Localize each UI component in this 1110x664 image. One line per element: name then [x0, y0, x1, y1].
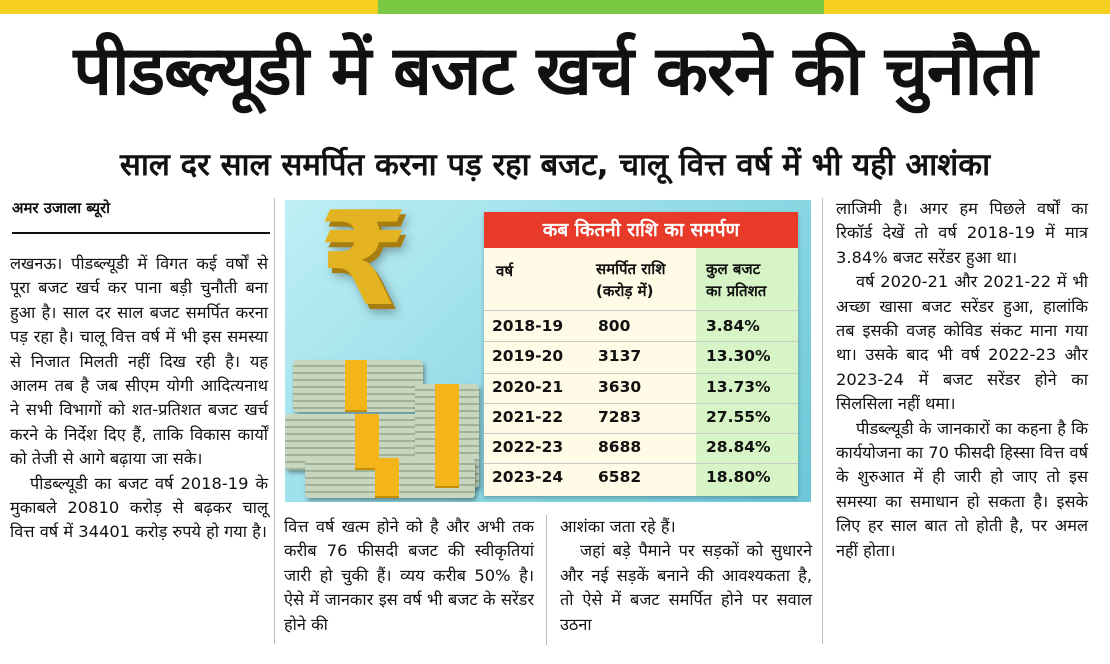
top-bar-yellow-left: [0, 0, 378, 14]
row-year: 2023-24: [492, 468, 564, 486]
table-title: कब कितनी राशि का समर्पण: [484, 212, 798, 248]
row-percent: 3.84%: [706, 317, 760, 335]
cash-band: [375, 458, 399, 498]
paragraph: पीडब्ल्यूडी का बजट वर्ष 2018-19 के मुकाबले 20810 करोड़ से बढ़कर चालू वित्त वर्ष में 34401 करोड़ रुपये हो गया है।: [10, 473, 268, 542]
paragraph: पीडब्ल्यूडी के जानकारों का कहना है कि कार्ययोजना का 70 फीसदी हिस्सा वित्त वर्ष के शुरुआत में ही जारी हो जाए तो इस समस्या का समाधान हो सकता है। इसके लिए हर साल बात तो होती है, पर अमल नहीं होता।: [836, 418, 1088, 560]
header-percent-line1: कुल बजट: [706, 260, 761, 278]
header-amount-line2: (करोड़ में): [596, 282, 654, 300]
row-amount: 800: [598, 317, 631, 335]
paragraph: वर्ष 2020-21 और 2021-22 में भी अच्छा खासा बजट सरेंडर हुआ, हालांकि तब इसकी वजह कोविड संकट माना गया था। उसके बाद भी वर्ष 2022-23 और 2023-24 में बजट सरेंडर होने का सिलसिला नहीं थमा।: [836, 272, 1088, 414]
row-percent: 27.55%: [706, 408, 771, 426]
column-divider: [274, 198, 275, 644]
row-amount: 8688: [598, 438, 642, 456]
row-divider: [484, 463, 798, 464]
row-year: 2022-23: [492, 438, 564, 456]
row-amount: 6582: [598, 468, 642, 486]
headline: पीडब्ल्यूडी में बजट खर्च करने की चुनौती: [73, 32, 1037, 111]
top-bar-green: [378, 0, 824, 14]
article-column-2: [284, 515, 534, 637]
row-divider: [484, 310, 798, 311]
row-divider: [484, 433, 798, 434]
top-color-bar: [0, 0, 1110, 14]
row-year: 2019-20: [492, 347, 564, 365]
byline: अमर उजाला ब्यूरो: [12, 199, 111, 217]
header-amount-line1: समर्पित राशि: [596, 260, 666, 278]
row-amount: 3630: [598, 378, 642, 396]
paragraph: वित्त वर्ष खत्म होने को है और अभी तक करीब 76 फीसदी बजट की स्वीकृतियां जारी हो चुकी हैं। व्यय करीब 50% है। ऐसे में जानकार इस वर्ष भी बजट के सरेंडर होने की: [284, 517, 534, 634]
article-column-4: [836, 197, 1088, 563]
paragraph: लखनऊ। पीडब्ल्यूडी में विगत कई वर्षों से पूरा बजट खर्च कर पाना बड़ी चुनौती बना हुआ है। साल दर साल बजट समर्पित करना पड़ रहा है। चालू वित्त वर्ष में भी इस समस्या से निजात मिलती नहीं दिख रही है। यह आलम तब है जब सीएम योगी आदित्यनाथ ने सभी विभागों को शत-प्रतिशत बजट खर्च करने के निर्देश दिए हैं, ताकि विकास कार्यों को तेजी से आगे बढ़ाया जा सके।: [10, 254, 268, 469]
row-percent: 28.84%: [706, 438, 771, 456]
article-column-3: [560, 515, 812, 637]
column-divider: [822, 198, 823, 644]
column-divider: [546, 515, 547, 645]
row-divider: [484, 341, 798, 342]
header-year: वर्ष: [496, 262, 514, 280]
row-year: 2020-21: [492, 378, 564, 396]
row-year: 2021-22: [492, 408, 564, 426]
row-percent: 13.73%: [706, 378, 771, 396]
header-percent-line2: का प्रतिशत: [706, 282, 767, 300]
paragraph: लाजिमी है। अगर हम पिछले वर्षों का रिकॉर्ड देखें तो वर्ष 2018-19 में मात्र 3.84% बजट सरेंडर हुआ था।: [836, 199, 1088, 267]
row-year: 2018-19: [492, 317, 564, 335]
cash-band: [345, 360, 367, 412]
header-amount: [596, 258, 665, 302]
paragraph: जहां बड़े पैमाने पर सड़कों को सुधारने और नई सड़कें बनाने की आवश्यकता है, तो ऐसे में बजट समर्पित होने पर सवाल उठना: [560, 541, 812, 634]
byline-divider: [12, 232, 270, 234]
row-percent: 13.30%: [706, 347, 771, 365]
row-amount: 7283: [598, 408, 642, 426]
header-percent: [706, 258, 766, 302]
article-column-1: [10, 252, 268, 545]
row-divider: [484, 403, 798, 404]
paragraph: आशंका जता रहे हैं।: [560, 517, 676, 536]
row-amount: 3137: [598, 347, 642, 365]
subheadline: साल दर साल समर्पित करना पड़ रहा बजट, चालू वित्त वर्ष में भी यही आशंका: [119, 147, 991, 183]
row-divider: [484, 373, 798, 374]
top-bar-yellow-right: [824, 0, 1110, 14]
cash-band: [435, 384, 459, 488]
row-percent: 18.80%: [706, 468, 771, 486]
rupee-icon: ₹: [318, 183, 409, 335]
